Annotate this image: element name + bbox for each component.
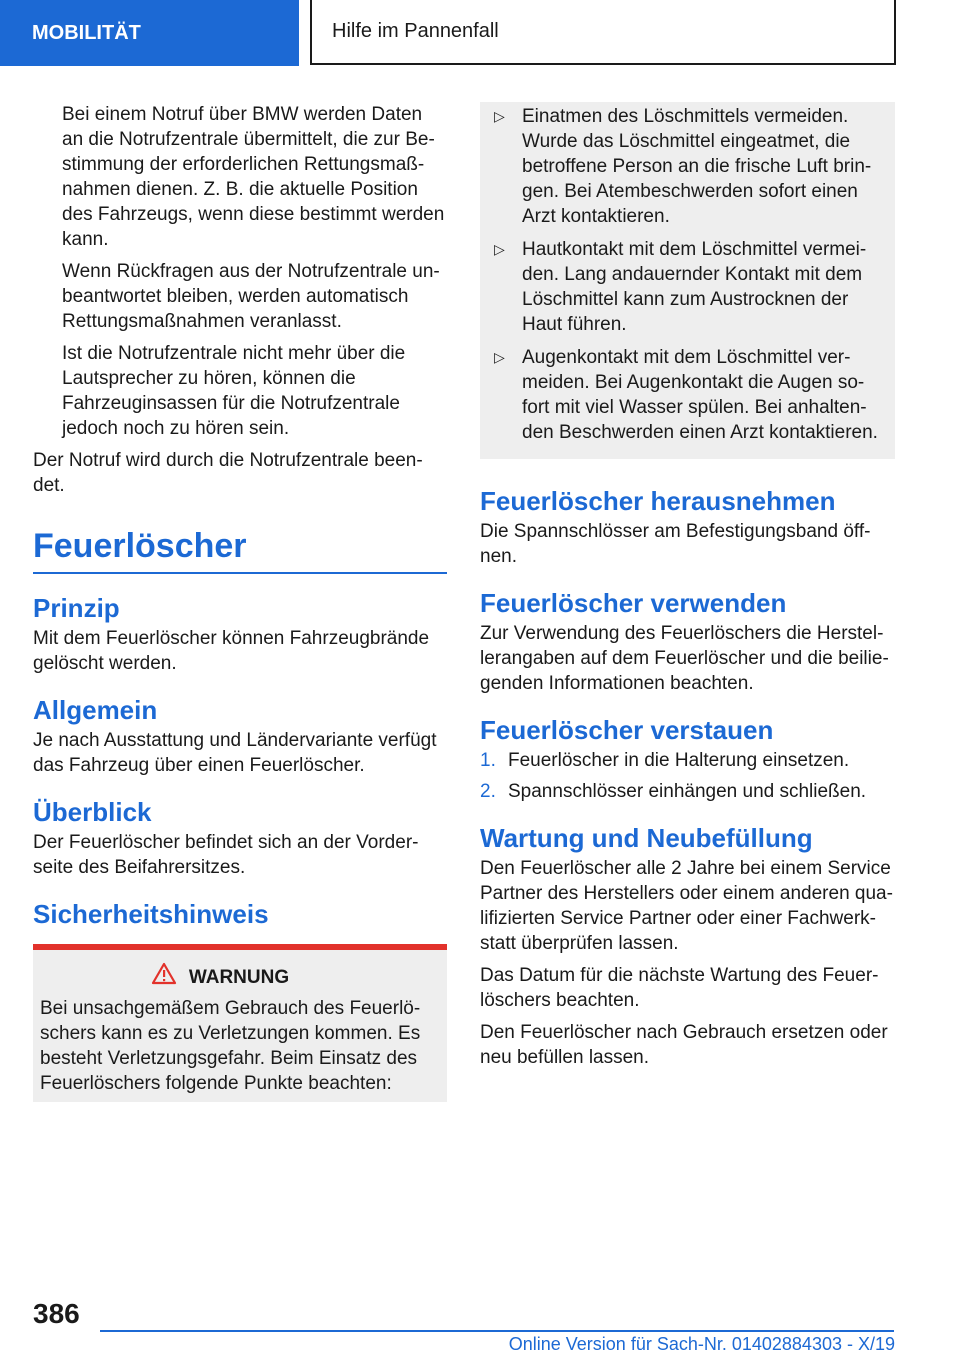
wartung-paragraph: Den Feuerlöscher alle 2 Jahre bei einem Service Partner des Herstellers oder einem anderen qualifizierten Service Partner oder einer Fachwerkstatt überprüfen lassen. xyxy=(480,858,893,954)
verwenden-text: Zur Verwendung des Feuerlöschers die Herstellerangaben auf dem Feuerlöscher und die beiliegenden Informationen beachten. xyxy=(480,623,889,694)
warning-list-text: Einatmen des Löschmittels vermeiden. Wurde das Löschmittel eingeatmet, die betroffene Person an die frische Luft bringen. Bei Atembeschwerden sofort einen Arzt kontaktieren. xyxy=(522,106,872,227)
left-column xyxy=(33,102,447,1102)
allgemein-text: Je nach Ausstattung und Ländervariante verfügt das Fahrzeug über einen Feuerlöscher. xyxy=(33,730,437,776)
intro-paragraph: Bei einem Notruf über BMW werden Daten an die Notrufzentrale übermittelt, die zur Bestimmung der erforderlichen Rettungsmaßnahmen dienen. Z. B. die aktuelle Position des Fahrzeugs, wenn diese bestimmt werden kann. xyxy=(62,104,445,250)
header-chapter-box xyxy=(310,0,896,65)
section-title-sicherheit: Sicherheitshinweis xyxy=(33,899,269,929)
warning-list-item xyxy=(494,345,885,445)
section-title-prinzip: Prinzip xyxy=(33,593,120,623)
warning-label: WARNUNG xyxy=(188,966,290,988)
step-item xyxy=(480,748,895,773)
section-title-herausnehmen: Feuerlöscher herausnehmen xyxy=(480,486,836,516)
triangle-bullet-icon: ▷ xyxy=(494,349,505,365)
warning-list-text: Hautkontakt mit dem Löschmittel vermeiden. Lang andauernder Kontakt mit dem Löschmittel kann zum Austrocknen der Haut führen. xyxy=(522,239,867,335)
section-title-wartung: Wartung und Neubefüllung xyxy=(480,823,813,853)
step-text: Spannschlösser einhängen und schließen. xyxy=(508,781,867,802)
step-number: 2. xyxy=(480,781,496,802)
warning-triangle-icon xyxy=(151,962,177,992)
header-section-tab xyxy=(0,0,299,66)
warning-items-panel xyxy=(480,102,895,459)
warning-box xyxy=(33,950,447,1102)
warning-list-item xyxy=(494,104,885,229)
chapter-title: Feuerlöscher xyxy=(33,526,447,574)
page-number: 386 xyxy=(33,1298,80,1329)
triangle-bullet-icon: ▷ xyxy=(494,241,505,257)
warning-list-item xyxy=(494,237,885,337)
warning-header xyxy=(40,962,440,992)
warning-text: Bei unsachgemäßem Gebrauch des Feuerlöschers kann es zu Verletzungen kommen. Es besteht Verletzungsgefahr. Beim Einsatz des Feuerlöschers folgende Punkte beachten: xyxy=(40,998,421,1094)
wartung-paragraph: Den Feuerlöscher nach Gebrauch ersetzen oder neu befüllen lassen. xyxy=(480,1022,888,1068)
header-section-label: MOBILITÄT xyxy=(32,21,141,44)
triangle-bullet-icon: ▷ xyxy=(494,108,505,124)
section-title-verwenden: Feuerlöscher verwenden xyxy=(480,588,787,618)
section-title-ueberblick: Überblick xyxy=(33,797,152,827)
section-title-allgemein: Allgemein xyxy=(33,695,158,725)
footer-version-text: Online Version für Sach-Nr. 01402884303 - X/19 xyxy=(508,1334,895,1354)
right-column xyxy=(480,102,895,1077)
herausnehmen-text: Die Spannschlösser am Befestigungsband öffnen. xyxy=(480,521,871,567)
intro-paragraph: Ist die Notrufzentrale nicht mehr über die Lautsprecher zu hören, können die Fahrzeuginsassen für die Notrufzentrale jedoch noch zu hören sein. xyxy=(62,343,406,439)
footer-divider xyxy=(100,1330,894,1332)
step-text: Feuerlöscher in die Halterung einsetzen. xyxy=(508,750,850,771)
step-number: 1. xyxy=(480,750,496,771)
wartung-paragraph: Das Datum für die nächste Wartung des Feuerlöschers beachten. xyxy=(480,965,879,1011)
header-chapter-label: Hilfe im Pannenfall xyxy=(332,20,499,42)
prinzip-text: Mit dem Feuerlöscher können Fahrzeugbrände gelöscht werden. xyxy=(33,628,430,674)
end-paragraph: Der Notruf wird durch die Notrufzentrale beendet. xyxy=(33,450,423,496)
ueberblick-text: Der Feuerlöscher befindet sich an der Vorderseite des Beifahrersitzes. xyxy=(33,832,419,878)
warning-list-text: Augenkontakt mit dem Löschmittel vermeiden. Bei Augenkontakt die Augen sofort mit viel Wasser spülen. Bei anhaltenden Beschwerden einen Arzt kontaktieren. xyxy=(522,347,878,443)
intro-paragraph: Wenn Rückfragen aus der Notrufzentrale unbeantwortet bleiben, werden automatisch Rettungsmaßnahmen veranlasst. xyxy=(62,261,440,332)
section-title-verstauen: Feuerlöscher verstauen xyxy=(480,715,774,745)
step-item xyxy=(480,779,895,804)
